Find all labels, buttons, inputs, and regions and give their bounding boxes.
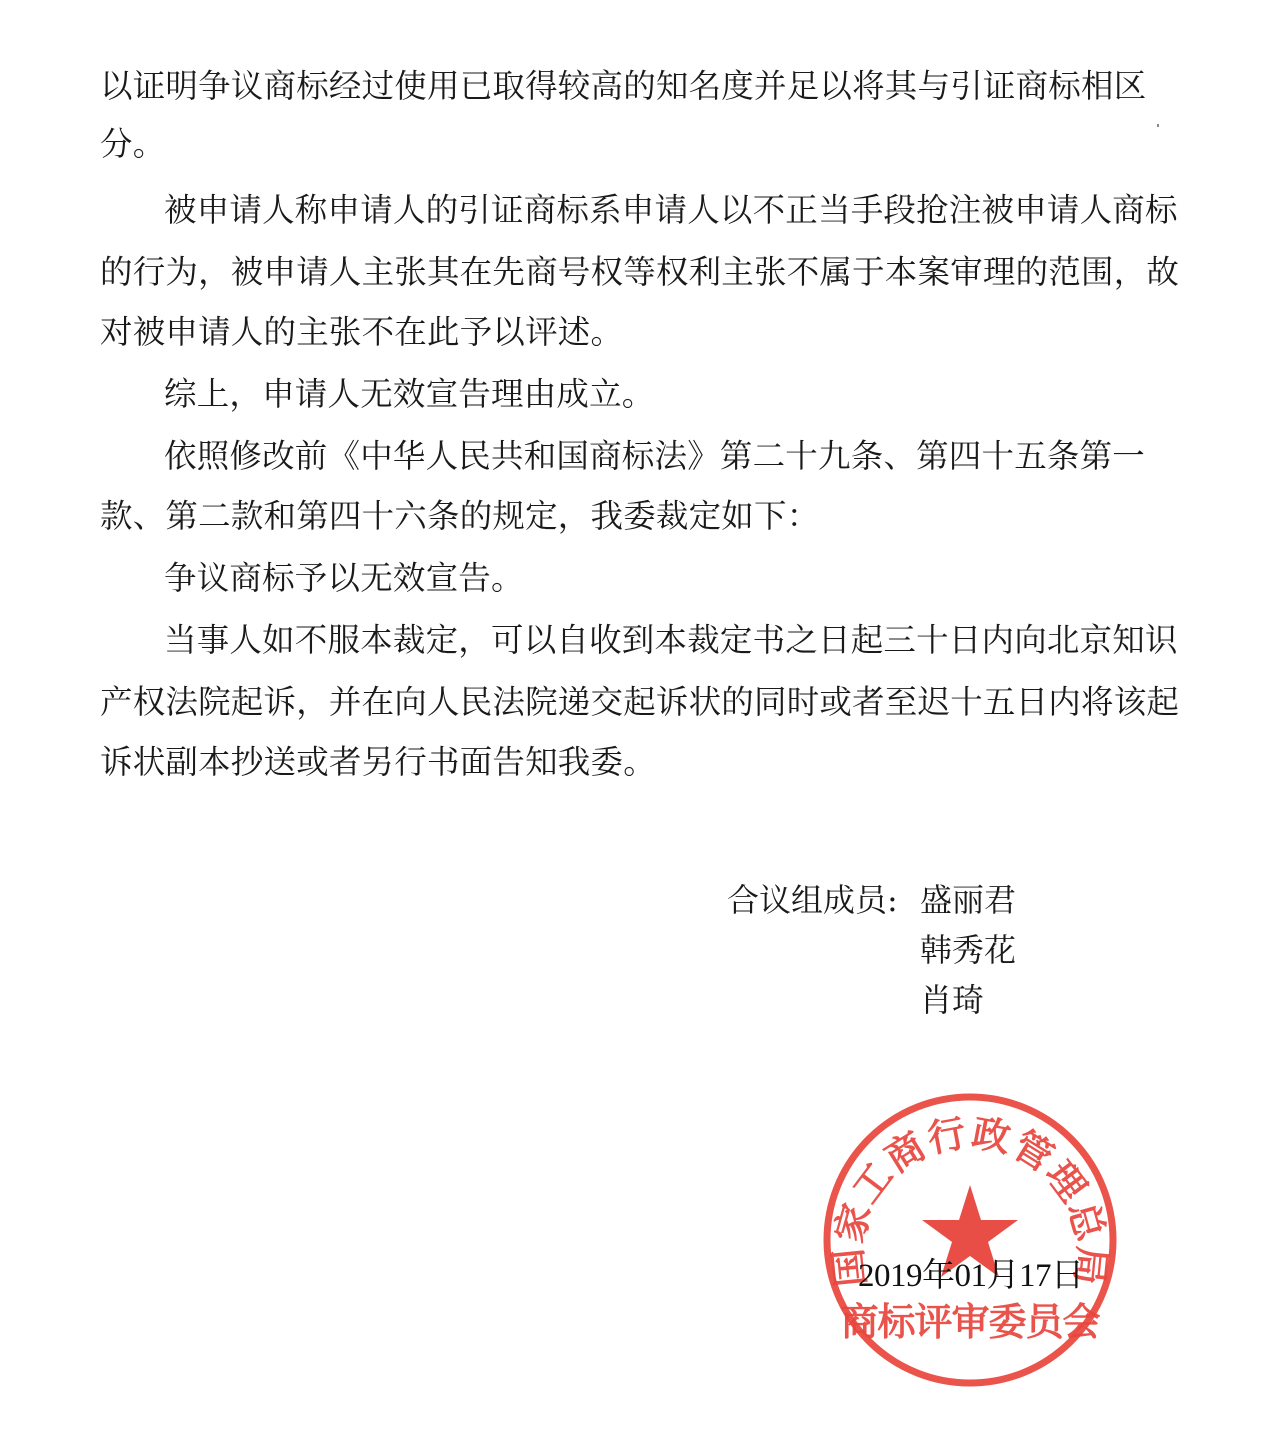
seal-top-text: 国家工商行政管理总局 xyxy=(825,1110,1115,1289)
panel-member-3: 肖琦 xyxy=(920,981,985,1019)
body-line-12: 诉状副本抄送或者另行书面告知我委。 xyxy=(100,743,656,781)
panel-member-1: 盛丽君 xyxy=(920,881,1017,919)
body-line-6: 综上，申请人无效宣告理由成立。 xyxy=(164,375,655,413)
body-line-8: 款、第二款和第四十六条的规定，我委裁定如下： xyxy=(100,497,820,535)
seal-bottom-text: 商标评审委员会 xyxy=(840,1300,1100,1344)
ruling-line: 争议商标予以无效宣告。 xyxy=(164,559,524,597)
body-line-5: 对被申请人的主张不在此予以评述。 xyxy=(100,313,624,351)
official-seal xyxy=(820,1090,1120,1390)
ruling-date: 2019年01月17日 xyxy=(858,1258,1084,1294)
panel-members-label: 合议组成员: xyxy=(727,881,898,919)
body-line-1: 以证明争议商标经过使用已取得较高的知名度并足以将其与引证商标相区 xyxy=(100,67,1147,105)
body-line-7: 依照修改前《中华人民共和国商标法》第二十九条、第四十五条第一 xyxy=(164,437,1146,475)
scan-speck xyxy=(1157,124,1159,127)
body-line-4: 的行为，被申请人主张其在先商号权等权利主张不属于本案审理的范围，故 xyxy=(100,253,1180,291)
panel-member-2: 韩秀花 xyxy=(920,931,1017,969)
body-line-10: 当事人如不服本裁定，可以自收到本裁定书之日起三十日内向北京知识 xyxy=(164,621,1178,659)
body-line-3: 被申请人称申请人的引证商标系申请人以不正当手段抢注被申请人商标 xyxy=(164,191,1178,229)
body-line-11: 产权法院起诉，并在向人民法院递交起诉状的同时或者至迟十五日内将该起 xyxy=(100,683,1180,721)
body-line-2: 分。 xyxy=(100,125,166,163)
